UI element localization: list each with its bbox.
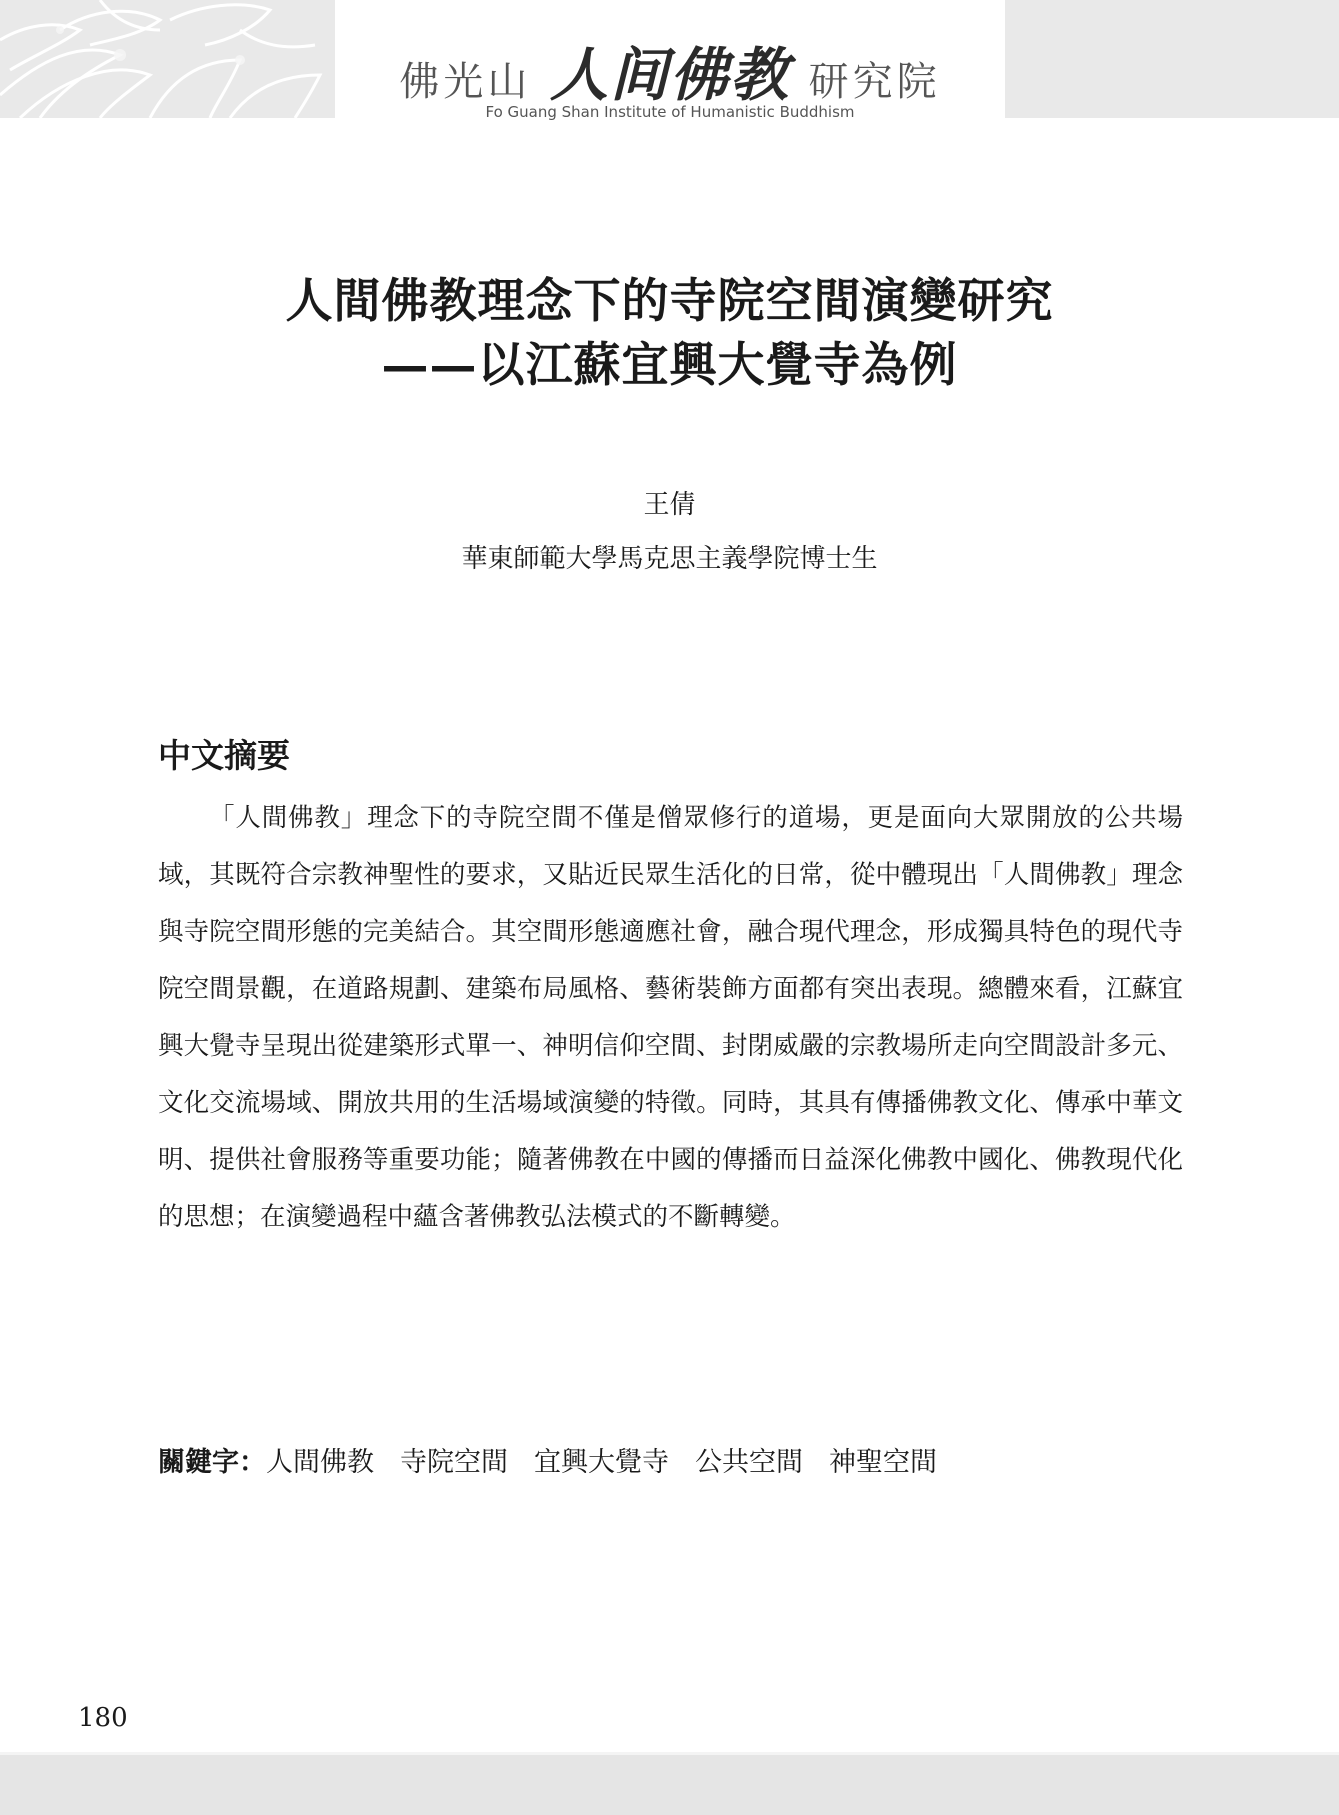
keyword-item: 神聖空間	[829, 1447, 937, 1478]
abstract-body: 「人間佛教」理念下的寺院空間不僅是僧眾修行的道場，更是面向大眾開放的公共場域，其既符合宗教神聖性的要求，又貼近民眾生活化的日常，從中體現出「人間佛教」理念與寺院空間形態的完美結合。其空間形態適應社會，融合現代理念，形成獨具特色的現代寺院空間景觀，在道路規劃、建築布局風格、藝術裝飾方面都有突出表現。總體來看，江蘇宜興大覺寺呈現出從建築形式單一、神明信仰空間、封閉威嚴的宗教場所走向空間設計多元、文化交流場域、開放共用的生活場域演變的特徵。同時，其具有傳播佛教文化、傳承中華文明、提供社會服務等重要功能；隨著佛教在中國的傳播而日益深化佛教中國化、佛教現代化的思想；在演變過程中蘊含著佛教弘法模式的不斷轉變。	[158, 803, 1183, 1232]
institute-title-brush: 人间佛教	[549, 41, 790, 109]
abstract-heading: 中文摘要	[158, 736, 290, 775]
page-number: 180	[78, 1703, 128, 1733]
keywords	[158, 1440, 963, 1479]
keyword-item: 寺院空間	[400, 1447, 508, 1478]
keyword-item: 公共空間	[695, 1447, 803, 1478]
author-name: 王倩	[643, 490, 696, 520]
institute-title-right: 研究院	[808, 59, 941, 105]
keyword-item: 宜興大覺寺	[534, 1447, 669, 1478]
footer-band	[0, 1752, 1339, 1815]
lotus-ornament-icon	[0, 0, 330, 118]
article-title	[0, 270, 1339, 398]
keywords-label: 關鍵字：	[158, 1447, 266, 1478]
institute-subtitle: Fo Guang Shan Institute of Humanistic Buddhism	[485, 103, 855, 121]
header-band	[0, 0, 1339, 121]
author-affiliation: 華東師範大學馬克思主義學院博士生	[461, 544, 878, 574]
article-title-line-2: ——以江蘇宜興大覺寺為例	[381, 338, 958, 393]
institute-title	[335, 28, 1005, 112]
author-block	[0, 487, 1339, 577]
institute-title-left: 佛光山	[399, 59, 532, 105]
article-title-line-1: 人間佛教理念下的寺院空間演變研究	[285, 274, 1054, 329]
header-panel	[335, 0, 1005, 121]
keyword-item: 人間佛教	[266, 1447, 374, 1478]
